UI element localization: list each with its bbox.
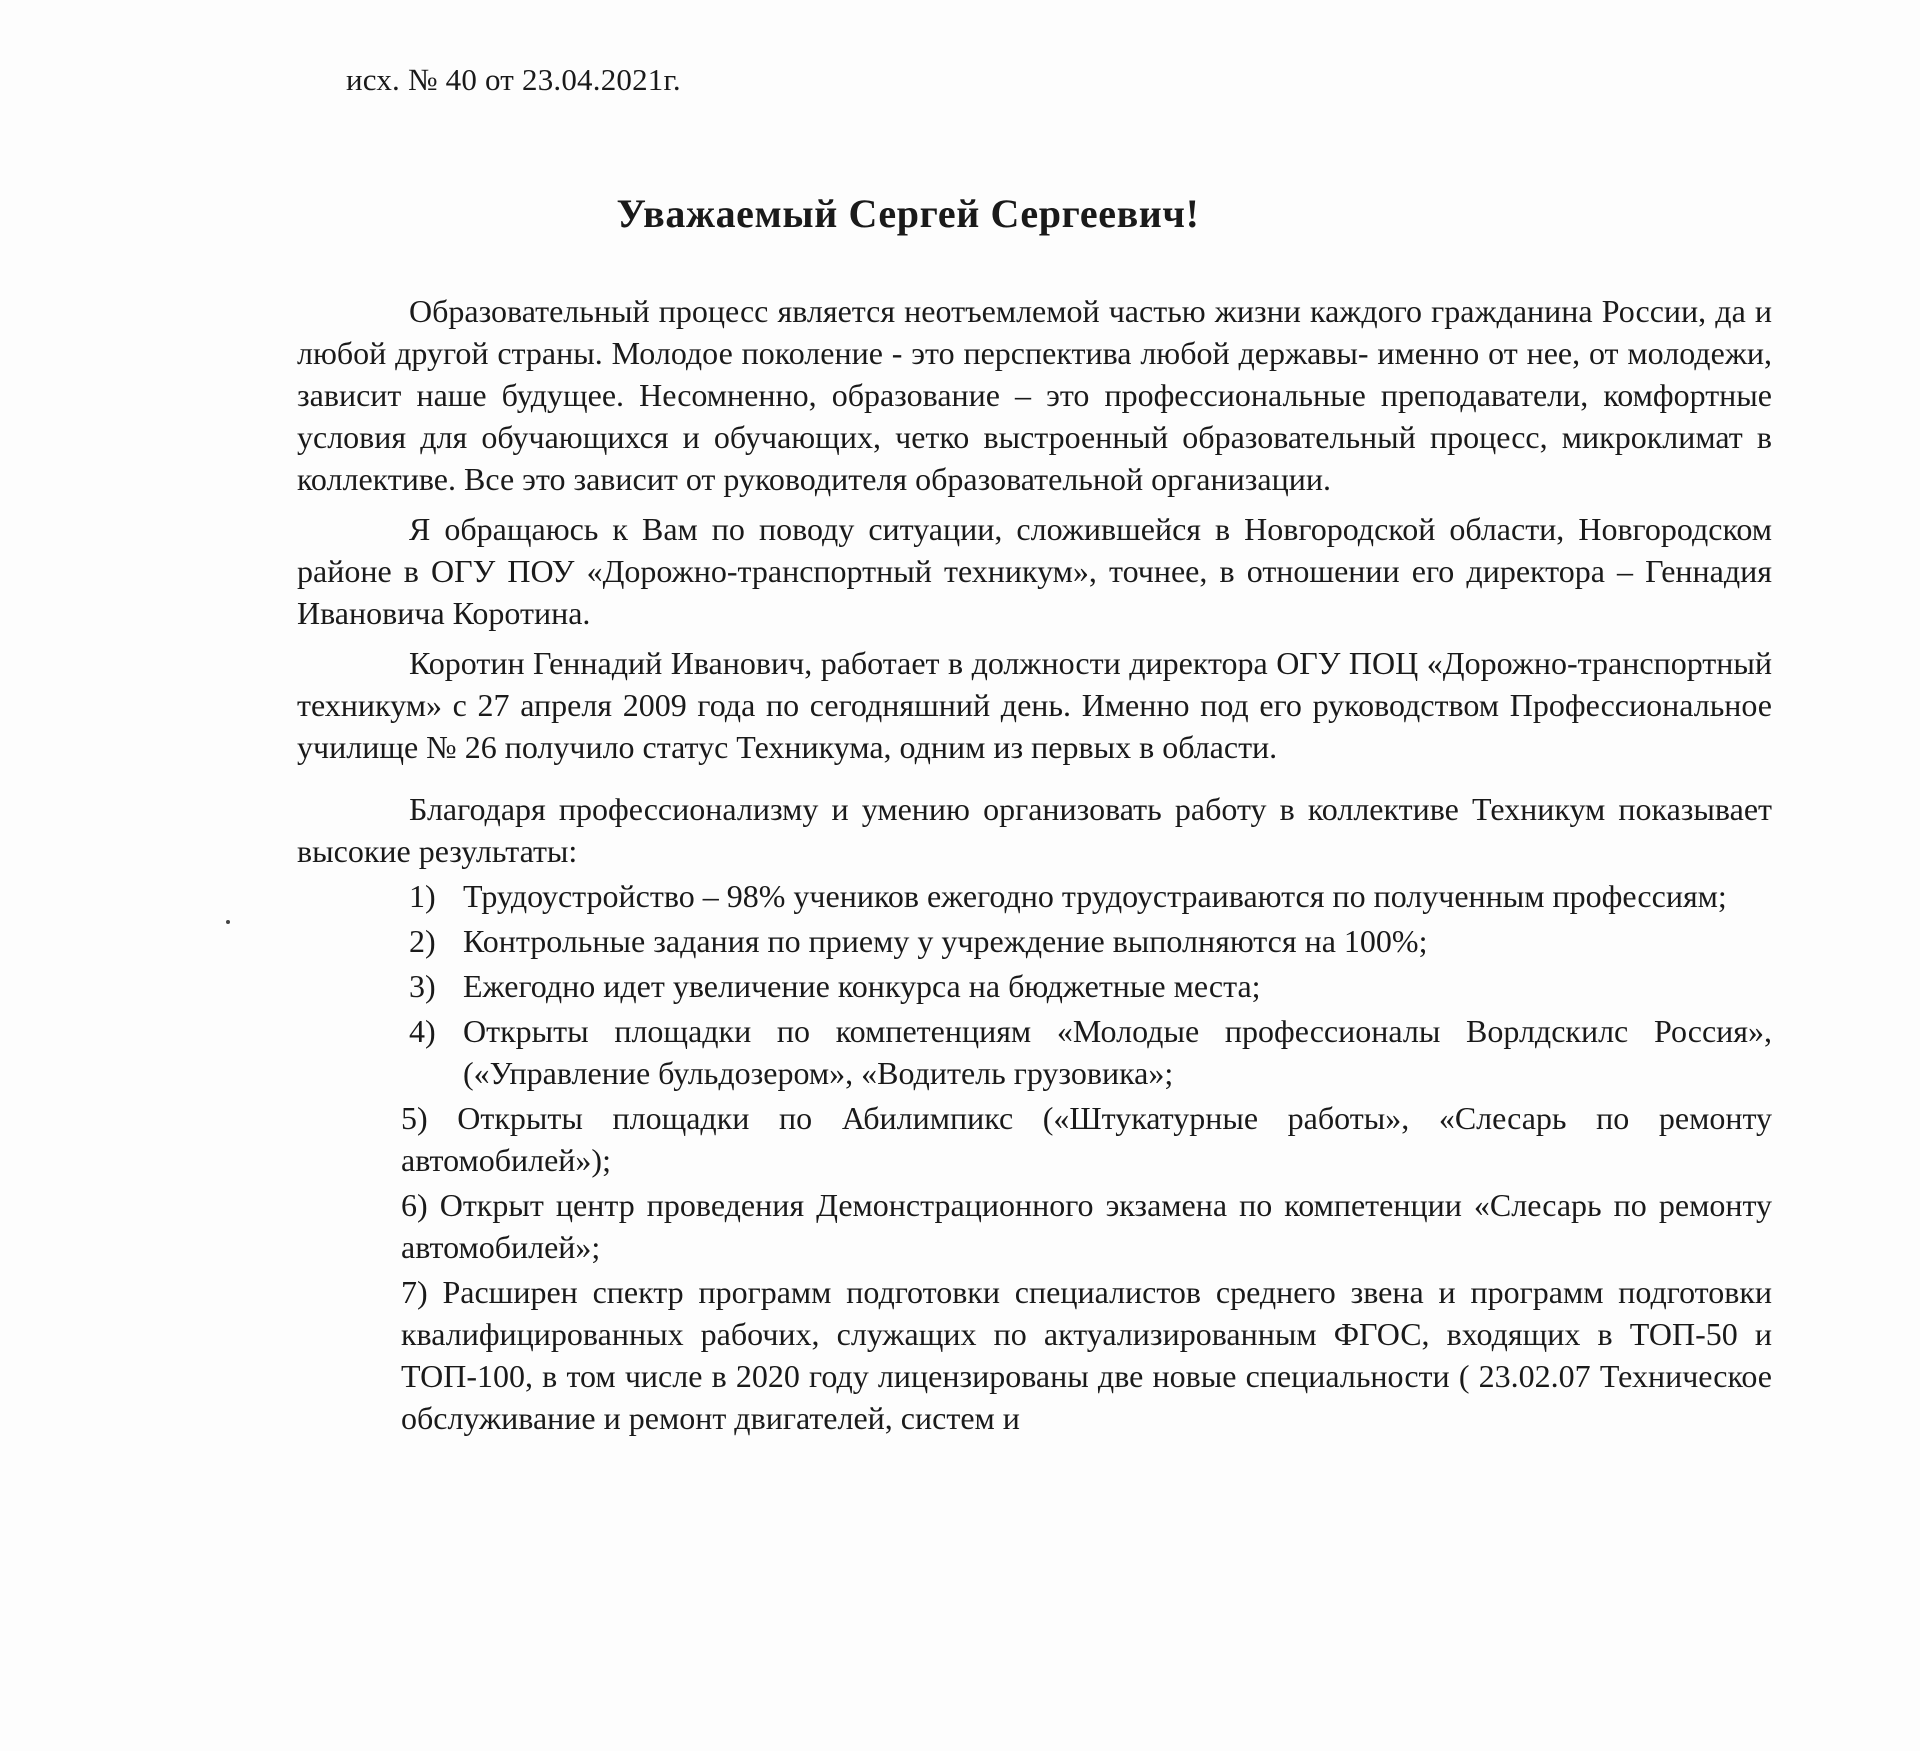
list-item-text: Контрольные задания по приему у учреждение выполняются на 100%; bbox=[463, 923, 1428, 959]
list-item bbox=[297, 965, 1772, 1007]
paragraph-intro: Образовательный процесс является неотъемлемой частью жизни каждого гражданина России, да и любой другой страны. Молодое поколение - это перспектива любой державы- именно от нее, от молодежи, зависит наше будущее. Несомненно, образование – это профессиональные преподаватели, комфортные условия для обучающихся и обучающих, четко выстроенный образовательный процесс, микроклимат в коллективе. Все это зависит от руководителя образовательной организации. bbox=[297, 293, 1772, 497]
list-item bbox=[297, 920, 1772, 962]
salutation-text: Уважаемый Сергей Сергеевич! bbox=[616, 191, 1200, 236]
list-item bbox=[297, 875, 1772, 917]
list-item: 5) Открыты площадки по Абилимпикс («Штукатурные работы», «Слесарь по ремонту автомобилей»); bbox=[401, 1100, 1772, 1178]
list-item-text: Трудоустройство – 98% учеников ежегодно трудоустраиваются по полученным профессиям; bbox=[463, 878, 1727, 914]
paragraph-results: Благодаря профессионализму и умению организовать работу в коллективе Техникум показывает высокие результаты: bbox=[297, 791, 1772, 869]
list-item-text: Открыты площадки по компетенциям «Молодые профессионалы Ворлдскилс Россия», («Управление бульдозером», «Водитель грузовика»; bbox=[463, 1013, 1772, 1091]
list-item: 7) Расширен спектр программ подготовки специалистов среднего звена и программ подготовки квалифицированных рабочих, служащих по актуализированным ФГОС, входящих в ТОП-50 и ТОП-100, в том числе в 2020 году лицензированы две новые специальности ( 23.02.07 Техническое обслуживание и ремонт двигателей, систем и bbox=[401, 1274, 1772, 1436]
list-item-number: 1) bbox=[409, 878, 436, 914]
outgoing-reference: исх. № 40 от 23.04.2021г. bbox=[346, 62, 681, 97]
salutation-heading bbox=[0, 190, 1920, 237]
list-item bbox=[297, 1010, 1772, 1094]
list-item: 6) Открыт центр проведения Демонстрационного экзамена по компетенции «Слесарь по ремонту автомобилей»; bbox=[401, 1187, 1772, 1265]
scan-speck bbox=[226, 920, 230, 924]
list-item-number: 3) bbox=[409, 968, 436, 1004]
paragraph-appeal: Я обращаюсь к Вам по поводу ситуации, сложившейся в Новгородской области, Новгородском районе в ОГУ ПОУ «Дорожно-транспортный техникум», точнее, в отношении его директора – Геннадия Ивановича Коротина. bbox=[297, 511, 1772, 631]
list-item-text: Ежегодно идет увеличение конкурса на бюджетные места; bbox=[463, 968, 1261, 1004]
results-list bbox=[297, 875, 1772, 1439]
paragraph-director: Коротин Геннадий Иванович, работает в должности директора ОГУ ПОЦ «Дорожно-транспортный техникум» с 27 апреля 2009 года по сегодняшний день. Именно под его руководством Профессиональное училище № 26 получило статус Техникума, одним из первых в области. bbox=[297, 645, 1772, 765]
list-item-number: 4) bbox=[409, 1013, 436, 1049]
letter-body bbox=[297, 290, 1772, 1439]
list-item-number: 2) bbox=[409, 923, 436, 959]
